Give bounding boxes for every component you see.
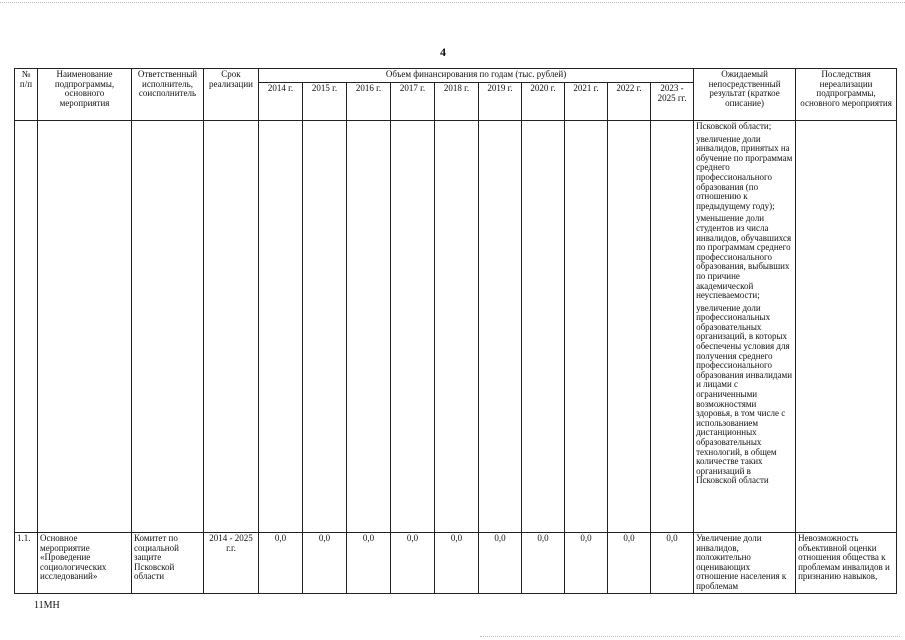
- row-value: 0,0: [608, 533, 651, 594]
- row-period: 2014 - 2025 г.г.: [204, 533, 259, 594]
- header-executor: Ответственный исполнитель, соисполнитель: [132, 69, 204, 121]
- table-row: [15, 533, 897, 594]
- footer-code: 11МН: [34, 600, 60, 611]
- header-year: 2016 г.: [347, 83, 391, 121]
- header-consequences: Последствия нереализации подпрограммы, основного мероприятия: [796, 69, 897, 121]
- header-year: 2021 г.: [565, 83, 608, 121]
- program-table: [14, 68, 897, 594]
- header-year: 2022 г.: [608, 83, 651, 121]
- header-result: Ожидаемый непосредственный результат (краткое описание): [694, 69, 796, 121]
- row-value: 0,0: [435, 533, 479, 594]
- header-year: 2023 - 2025 гг.: [651, 83, 694, 121]
- header-num: № п/п: [15, 69, 38, 121]
- header-year: 2020 г.: [522, 83, 565, 121]
- header-funding: Объем финансирования по годам (тыс. рублей): [259, 69, 694, 83]
- row-executor: Комитет по социальной защите Псковской области: [132, 533, 204, 594]
- row-num: 1.1.: [15, 533, 38, 594]
- result-cell: [694, 121, 796, 533]
- result-paragraph: уменьшение доли студентов из числа инвалидов, обучавшихся по программам среднего профессионального образования, выбывших по причине академической неуспеваемости;: [696, 213, 792, 301]
- bottom-dotted-line: [480, 636, 900, 637]
- row-value: 0,0: [259, 533, 303, 594]
- header-name: Наименование подпрограммы, основного мероприятия: [38, 69, 132, 121]
- continuation-row: [15, 121, 897, 533]
- row-value: 0,0: [565, 533, 608, 594]
- result-paragraph: увеличение доли профессиональных образовательных организаций, в которых обеспечены условия для получения среднего профессионального образования инвалидами и лицами с ограниченными возможностями здоровья, в том числе с использованием дистанционных образовательных технологий, в общем количестве таких организаций в Псковской области: [696, 302, 793, 486]
- row-name: Основное мероприятие «Проведение социологических исследований»: [38, 533, 132, 594]
- result-paragraph: увеличение доли инвалидов, принятых на обучение по программам среднего профессионального образования (по отношению к предыдущему году);: [696, 133, 793, 211]
- row-value: 0,0: [479, 533, 522, 594]
- top-dotted-line: [0, 2, 905, 3]
- page-number: 4: [440, 45, 446, 59]
- row-value: 0,0: [391, 533, 435, 594]
- row-value: 0,0: [522, 533, 565, 594]
- row-value: 0,0: [303, 533, 347, 594]
- header-year: 2019 г.: [479, 83, 522, 121]
- row-consequences: Невозможность объективной оценки отношения общества к проблемам инвалидов и признанию навыков,: [796, 533, 897, 594]
- header-year: 2017 г.: [391, 83, 435, 121]
- result-paragraph: Псковской области;: [696, 121, 772, 131]
- header-period: Срок реализации: [204, 69, 259, 121]
- row-result: Увеличение доли инвалидов, положительно оценивающих отношение населения к проблемам: [694, 533, 796, 594]
- row-value: 0,0: [651, 533, 694, 594]
- row-value: 0,0: [347, 533, 391, 594]
- header-year: 2014 г.: [259, 83, 303, 121]
- header-year: 2018 г.: [435, 83, 479, 121]
- header-year: 2015 г.: [303, 83, 347, 121]
